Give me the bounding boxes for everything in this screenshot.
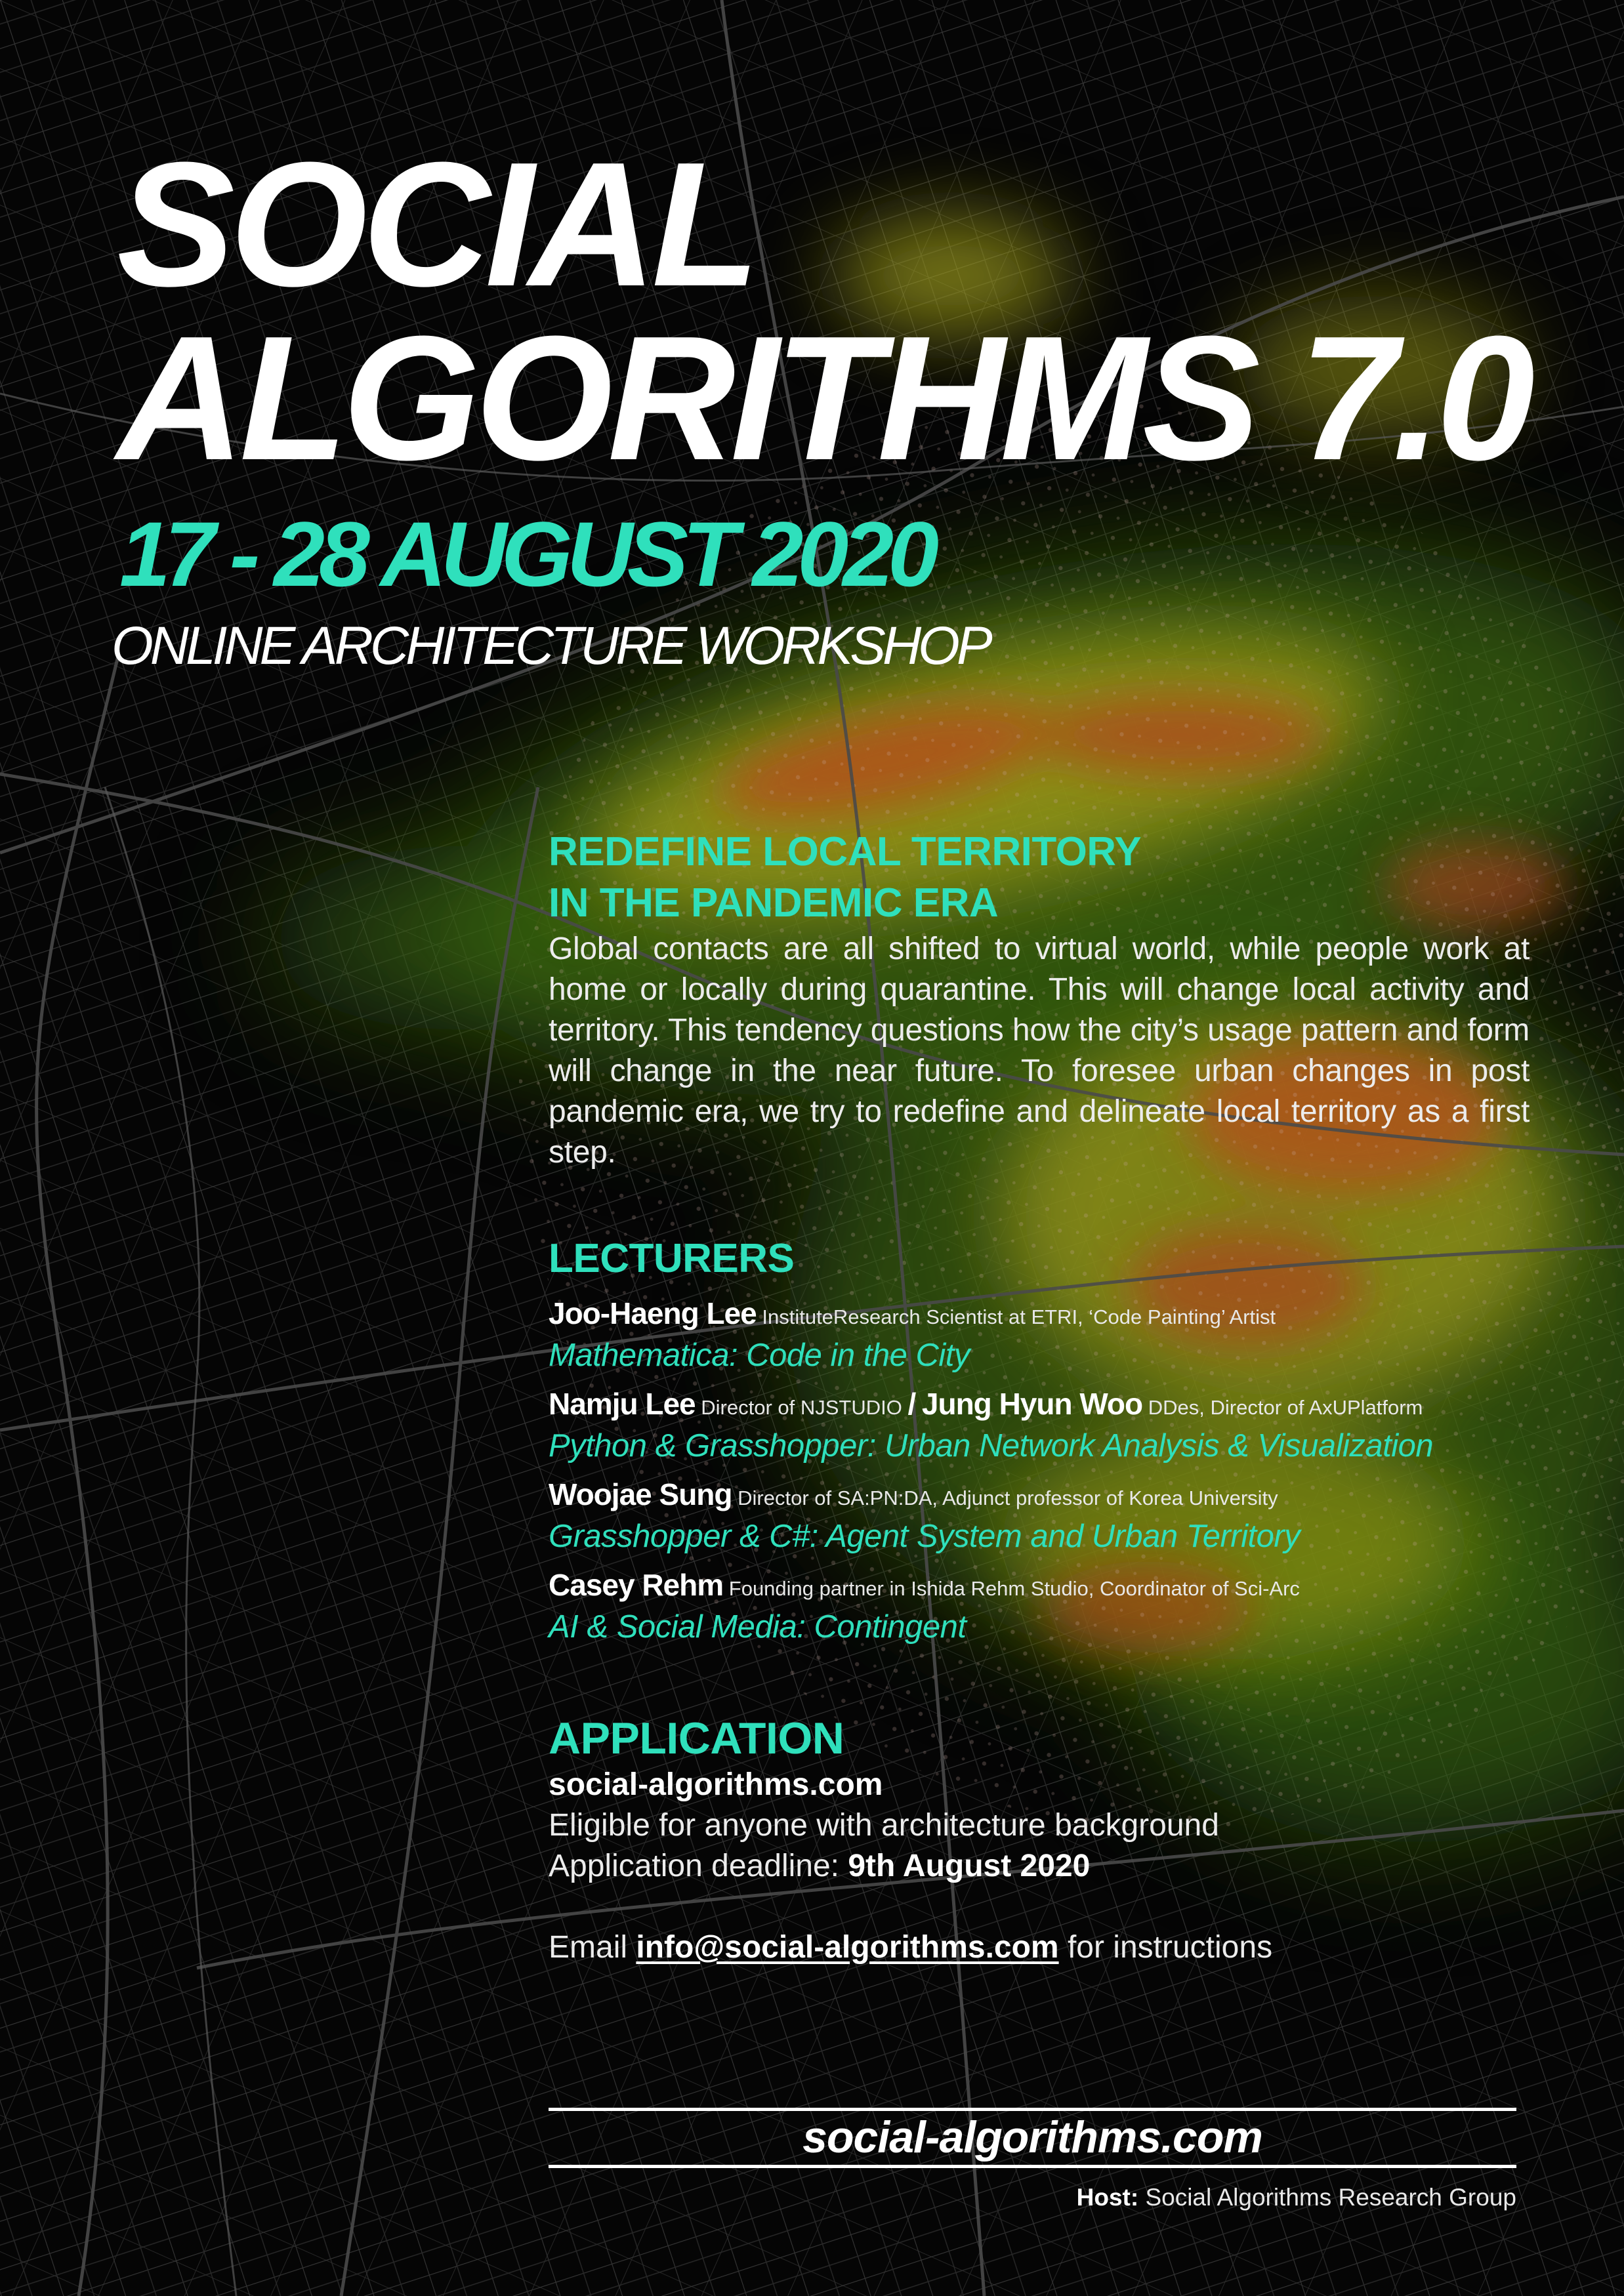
lecturer-role: Director of NJSTUDIO [701, 1396, 902, 1419]
application-website-link[interactable]: social-algorithms.com [549, 1767, 883, 1802]
theme-heading [549, 827, 1530, 929]
lecturer-topic: Mathematica: Code in the City [549, 1338, 970, 1373]
email-prefix: Email [549, 1930, 628, 1965]
host-credit [1077, 2181, 1516, 2214]
host-name: Social Algorithms Research Group [1145, 2184, 1516, 2211]
lecturer-role: Director of SA:PN:DA, Adjunct professor of Korea University [738, 1486, 1278, 1509]
lecturer-topic: Grasshopper & C#: Agent System and Urban Territory [549, 1519, 1301, 1554]
lecturers-heading: LECTURERS [549, 1236, 795, 1281]
content-column [549, 827, 1530, 1968]
lecturer-name: Joo-Haeng Lee [549, 1296, 757, 1330]
event-title-line-2: ALGORITHMS 7.0 [117, 300, 1530, 497]
lecturer-separator: / [907, 1387, 917, 1421]
application-deadline [549, 1846, 1530, 1887]
theme-heading-line-2: IN THE PANDEMIC ERA [549, 880, 999, 926]
lecturer-role: InstituteResearch Scientist at ETRI, ‘Code Painting’ Artist [762, 1305, 1276, 1328]
application-heading: APPLICATION [549, 1713, 844, 1763]
footer-website-link[interactable]: social-algorithms.com [802, 2112, 1262, 2162]
lecturer-entry [549, 1385, 1530, 1466]
lecturer-topic: Python & Grasshopper: Urban Network Analysis & Visualization [549, 1428, 1434, 1464]
lecturer-entry [549, 1295, 1530, 1375]
email-link[interactable]: info@social-algorithms.com [636, 1930, 1059, 1965]
host-label: Host: [1076, 2184, 1139, 2211]
application-eligibility: Eligible for anyone with architecture background [549, 1808, 1219, 1843]
email-instructions [549, 1927, 1530, 1968]
theme-heading-line-1: REDEFINE LOCAL TERRITORY [549, 829, 1142, 874]
event-subtitle: ONLINE ARCHITECTURE WORKSHOP [112, 616, 989, 676]
event-dates: 17 - 28 AUGUST 2020 [119, 502, 934, 605]
deadline-date: 9th August 2020 [848, 1849, 1091, 1883]
lecturer-name: Casey Rehm [549, 1568, 724, 1602]
lecturer-entry [549, 1567, 1530, 1647]
deadline-label: Application deadline: [549, 1849, 839, 1883]
event-title [117, 126, 1530, 497]
lecturer-name: Namju Lee [549, 1387, 696, 1421]
lecturer-name-2: Jung Hyun Woo [921, 1387, 1143, 1421]
footer-bottom-divider [549, 2165, 1516, 2168]
theme-description: Global contacts are all shifted to virtual world, while people work at home or locally during quarantine. This will change local activity and territory. This tendency questions how the city’s usage pattern and form will change in the near future. To foresee urban changes in post pandemic era, we try to redefine and delineate local territory as a first step. [549, 932, 1530, 1170]
lecturer-entry [549, 1476, 1530, 1556]
lecturer-topic: AI & Social Media: Contingent [549, 1609, 967, 1645]
lecturer-role-2: DDes, Director of AxUPlatform [1148, 1396, 1423, 1419]
lecturer-role: Founding partner in Ishida Rehm Studio, Coordinator of Sci-Arc [728, 1577, 1300, 1600]
email-suffix: for instructions [1067, 1930, 1273, 1965]
lecturer-name: Woojae Sung [549, 1477, 732, 1511]
event-title-line-1: SOCIAL [117, 126, 755, 323]
